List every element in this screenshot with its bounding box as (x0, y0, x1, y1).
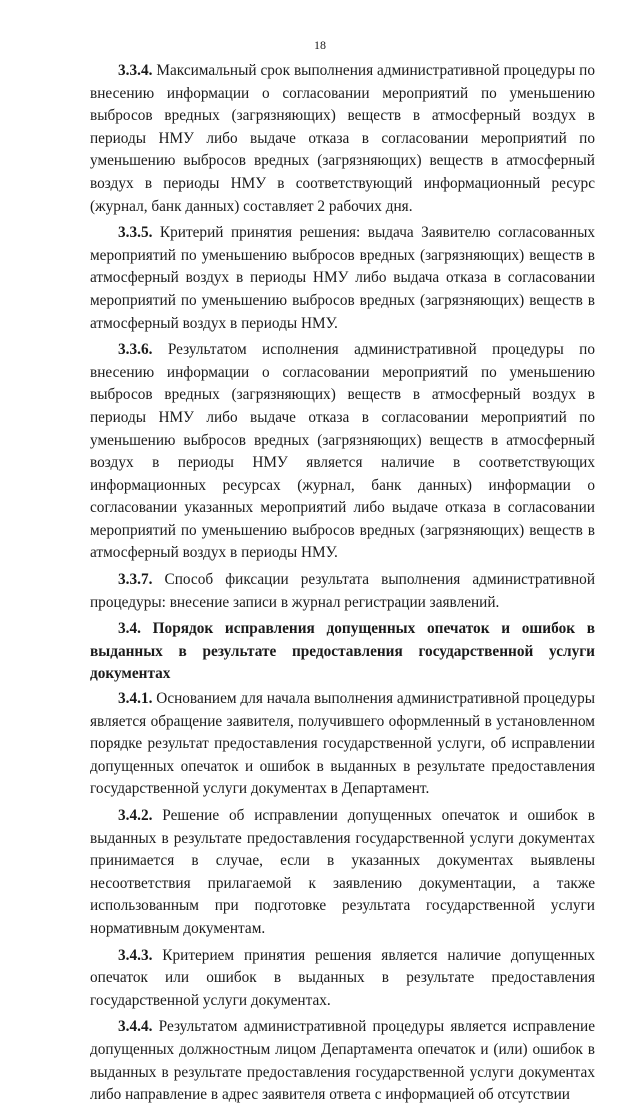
paragraph-3-3-5 (90, 222, 595, 335)
paragraph-text: Критерием принятия решения является наличие допущенных опечаток или ошибок в выданных в результате предоставления государственной услуги документах. (90, 946, 595, 1009)
paragraph-number: 3.4.1. (118, 690, 153, 708)
paragraph-number: 3.3.4. (118, 62, 153, 79)
paragraph-3-4-4 (90, 1016, 595, 1106)
paragraph-3-3-4 (90, 60, 595, 218)
paragraph-text: Максимальный срок выполнения административной процедуры по внесению информации о согласовании мероприятий по уменьшению выбросов вредных (загрязняющих) веществ в атмосферный воздух в периоды НМУ либо выдаче отказа в согласовании мероприятий по уменьшению выбросов вредных (загрязняющих) веществ в атмосферный воздух в периоды НМУ в соответствующий информационный ресурс (журнал, банк данных) составляет 2 рабочих дня. (90, 62, 596, 215)
paragraph-3-4-3 (90, 945, 595, 1013)
paragraph-number: 3.4.4. (118, 1018, 153, 1036)
paragraph-text: Решение об исправлении допущенных опечаток и ошибок в выданных в результате предоставления государственной услуги документах принимается в случае, если в указанных документах выявлены несоответствия прилагаемой к заявлению документации, а также использованным при подготовке результата государственной услуги нормативным документам. (90, 807, 595, 937)
paragraph-3-3-6 (90, 339, 595, 565)
section-heading: 3.4. Порядок исправления допущенных опечаток и ошибок в выданных в результате предоставления государственной услуги документах (90, 620, 595, 683)
page-number: 18 (314, 38, 326, 52)
paragraph-number: 3.3.5. (118, 224, 153, 242)
paragraph-text: Результатом административной процедуры является исправление допущенных должностным лицом Департамента опечаток и (или) ошибок в выданных в результате предоставления государственной услуги документах либо направление в адрес заявителя ответа с информацией об отсутствии (90, 1018, 595, 1104)
document-body (90, 60, 595, 1111)
paragraph-text: Основанием для начала выполнения административной процедуры является обращение заявителя, получившего оформленный в установленном порядке результат предоставления государственной услуги, об исправлении допущенных опечаток и ошибок в выданных в результате предоставления государственной услуги документах в Департамент. (90, 690, 595, 798)
paragraph-text: Критерий принятия решения: выдача Заявителю согласованных мероприятий по уменьшению выбросов вредных (загрязняющих) веществ в атмосферный воздух в периоды НМУ либо выдача отказа в согласовании мероприятий по уменьшению выбросов вредных (загрязняющих) веществ в атмосферный воздух в периоды НМУ. (90, 224, 595, 332)
paragraph-text: Способ фиксации результата выполнения административной процедуры: внесение записи в журнал регистрации заявлений. (90, 571, 596, 611)
paragraph-number: 3.3.6. (118, 341, 153, 359)
paragraph-3-4-1 (90, 688, 595, 801)
paragraph-3-3-7 (90, 569, 595, 614)
paragraph-text: Результатом исполнения административной процедуры по внесению информации о согласовании мероприятий по уменьшению выбросов вредных (загрязняющих) веществ в атмосферный воздух в периоды НМУ либо выдаче отказа в согласовании мероприятий по уменьшению выбросов вредных (загрязняющих) веществ в атмосферный воздух в периоды НМУ является наличие в соответствующих информационных ресурсах (журнал, банк данных) информации о согласовании указанных мероприятий либо выдаче отказа в согласовании мероприятий по уменьшению выбросов вредных (загрязняющих) веществ в атмосферный воздух в периоды НМУ. (90, 341, 595, 562)
paragraph-3-4-2 (90, 805, 595, 941)
paragraph-number: 3.3.7. (118, 571, 153, 589)
paragraph-number: 3.4.3. (118, 946, 153, 964)
paragraph-number: 3.4.2. (118, 807, 153, 824)
